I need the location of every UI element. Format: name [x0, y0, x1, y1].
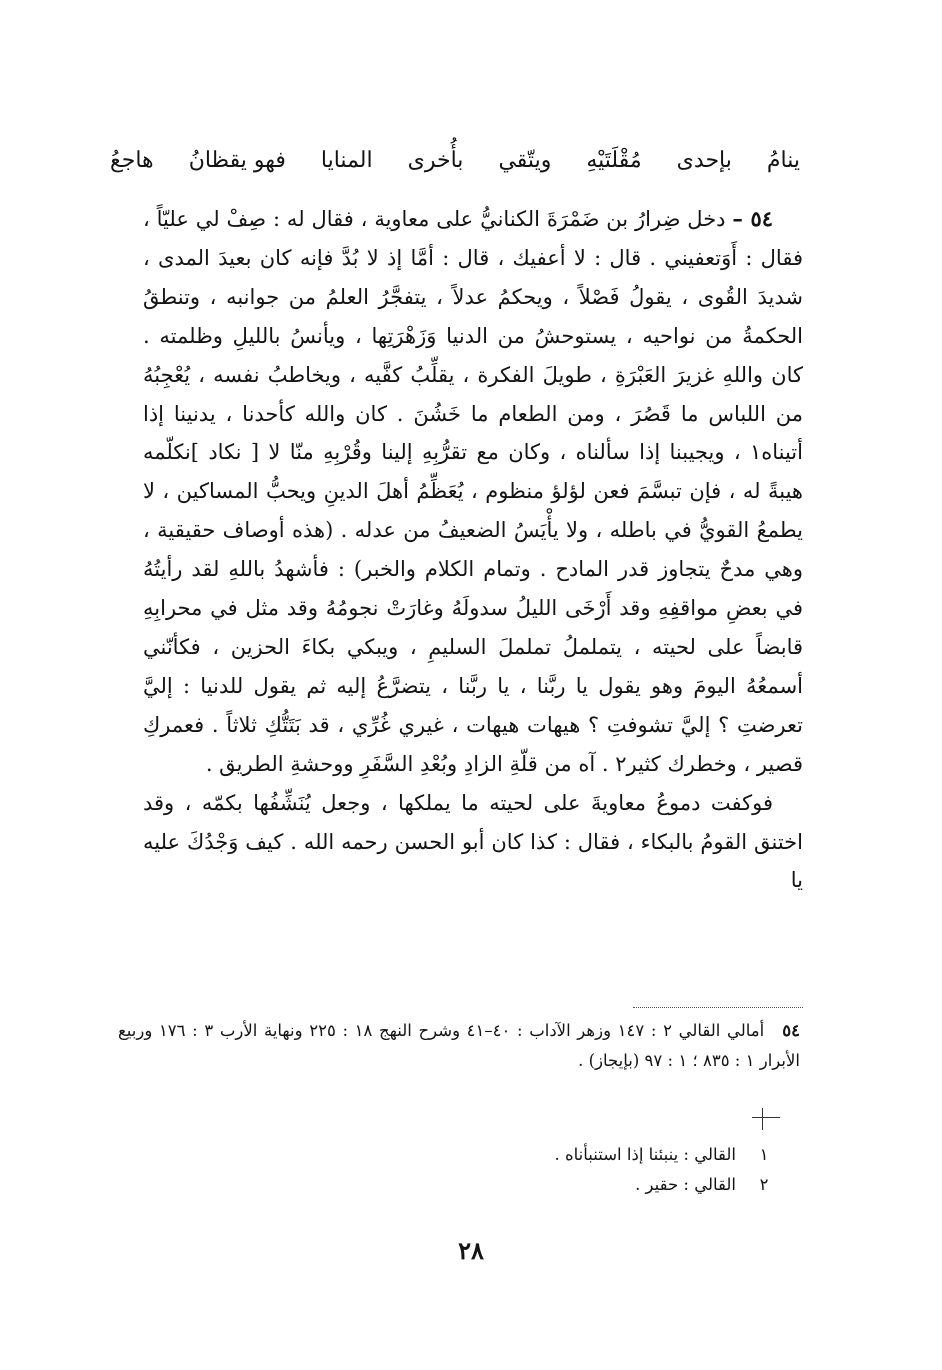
footnote-mark [762, 1108, 763, 1130]
verse-word: بأُخرى [407, 147, 464, 173]
source-text: أمالي القالي ٢ : ١٤٧ وزهر الآداب : ٤٠–٤١ وشرح النهج ١٨ : ٢٢٥ ونهاية الأرب ٣ : ١٧٦ وربيع الأبرار ١ : ٨٣٥ ؛ ١ : ٩٧ (بإيجاز) . [118, 1021, 800, 1070]
verse-word: ويتّقي [498, 147, 552, 173]
verse-word: مُقْلَتَيْهِ [586, 147, 642, 173]
verse-word: المنايا [320, 147, 373, 173]
footnote-number: ٢ [759, 1175, 769, 1194]
verse-word: فهو يقظانُ [188, 147, 286, 173]
source-number: ٥٤ [782, 1021, 800, 1040]
paragraph [143, 200, 803, 784]
entry-number: ٥٤ – [732, 206, 773, 231]
paragraph-text: فوكفت دموعُ معاويةَ على لحيته ما يملكها ، وجعل يُنَشِّفُها بكمّه ، وقد اختنق القومُ بالبكاء ، فقال : كذا كان أبو الحسن رحمه الله . كيف وَجْدُكَ عليه يا [143, 790, 803, 893]
footnote-number: ١ [759, 1145, 769, 1164]
footnote [300, 1140, 770, 1170]
footnote [300, 1170, 770, 1200]
paragraph [143, 784, 803, 901]
footnote-text: القالي : حقير . [635, 1175, 736, 1194]
poetry-verse [110, 140, 800, 180]
footnote-text: القالي : ينبئنا إذا استنبأناه . [554, 1145, 736, 1164]
main-text [143, 200, 803, 900]
verse-word: بإحدى [676, 147, 732, 173]
footnote-separator [633, 1007, 803, 1008]
verse-word: هاجعُ [110, 147, 154, 173]
paragraph-text: دخل ضِرارُ بن ضَمْرَةَ الكنانيُّ على معاوية ، فقال له : صِفْ لي عليّاً ، فقال : أَوَتعفيني . قال : لا أعفيك ، قال : أمَّا إذ لا بُدَّ فإنه كان بعيدَ المدى ، شديدَ القُوى ، يقولُ فَصْلاً ، ويحكمُ عدلاً ، يتفجَّرُ العلمُ من جوانبه ، وتنطقُ الحكمةُ من نواحيه ، يستوحشُ من الدنيا وَزَهْرَتِها ، ويأنسُ بالليلِ وظلمته . كان واللهِ غزيرَ العَبْرَةِ ، طويلَ الفكرة ، يقلِّبُ كفَّيه ، ويخاطبُ نفسه ، يُعْجِبُهُ من اللباس ما قَصُرَ ، ومن الطعام ما خَشُنَ . كان والله كأحدنا ، يدنينا إذا أتيناه١ ، ويجيبنا إذا سألناه ، وكان مع تقرُّبِهِ إلينا وقُرْبِهِ منّا لا [ نكاد ]نكلّمه هيبةً له ، فإن تبسَّمَ فعن لؤلؤ منظوم ، يُعَظِّمُ أهلَ الدينِ ويحبُّ المساكين ، لا يطمعُ القويُّ في باطله ، ولا يأْيَسُ الضعيفُ من عدله . (هذه أوصاف حقيقية ، وهي مدحٌ يتجاوز قدر المادح . وتمام الكلام والخبر) : فأشهدُ باللهِ لقد رأيتُهُ في بعضِ مواقفِهِ وقد أَرْخَى الليلُ سدولَهُ وغارَتْ نجومُهُ وقد مثل في محرابِهِ قابضاً على لحيته ، يتململُ تململَ السليمِ ، ويبكي بكاءَ الحزين ، فكأنّني أسمعُهُ اليومَ وهو يقول يا ربَّنا ، يا ربَّنا ، يتضرَّعُ إليه ثم يقول للدنيا : إليَّ تعرضتِ ؟ إليَّ تشوفتِ ؟ هيهات هيهات ، غيري غُرِّي ، قد بَتَتُّكِ ثلاثاً . فعمركِ قصير ، وخطرك كثير٢ . آه من قلّةِ الزادِ وبُعْدِ السَّفَرِ ووحشةِ الطريق . [143, 207, 803, 776]
verse-word: ينامُ [766, 147, 800, 173]
source-note [118, 1016, 800, 1076]
page-number: ٢٨ [458, 1236, 484, 1265]
footnotes [300, 1140, 770, 1200]
footnote-rule [752, 1117, 780, 1118]
